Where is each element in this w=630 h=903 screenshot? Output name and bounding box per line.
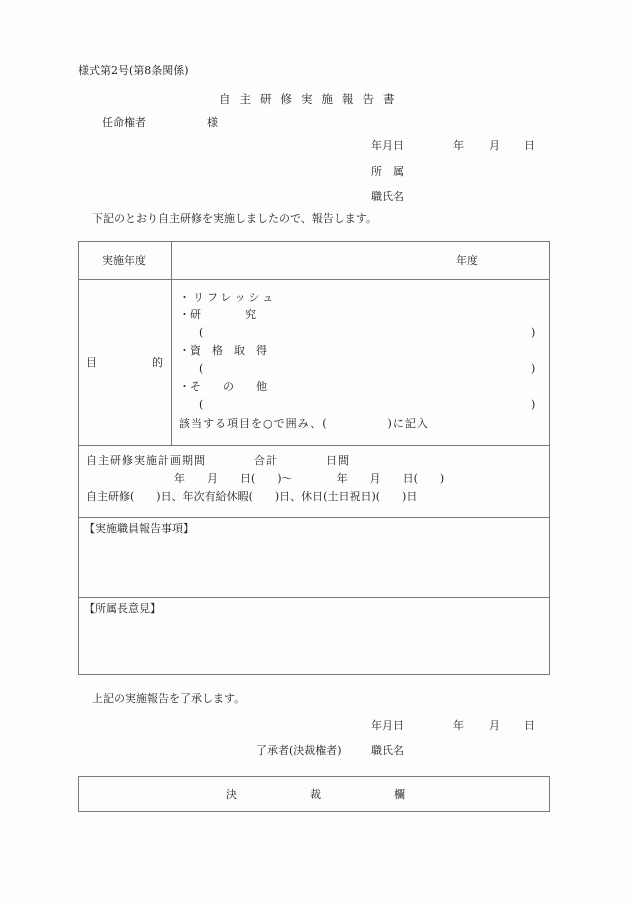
- qualification-paren-open: (: [199, 362, 204, 375]
- purpose-label-1: 目: [86, 356, 97, 369]
- footer-date-day: 日: [524, 719, 535, 732]
- date-year: 年: [453, 139, 464, 152]
- date-day: 日: [524, 139, 535, 152]
- fiscal-year-label: 実施年度: [102, 254, 146, 267]
- research-paren-open: (: [199, 326, 204, 339]
- other-paren-open: (: [199, 398, 204, 411]
- purpose-label-2: 的: [152, 356, 163, 369]
- staff-report-label: 【実施職員報告事項】: [84, 522, 194, 535]
- supervisor-opinion-label: 【所属長意見】: [84, 602, 161, 615]
- approver-label: 了承者(決裁権者): [256, 744, 342, 757]
- report-table: [78, 241, 550, 675]
- date-month: 月: [489, 139, 500, 152]
- footer-date-month: 月: [489, 719, 500, 732]
- other-paren-close: ): [531, 398, 536, 411]
- approver-name-label: 職氏名: [371, 744, 404, 757]
- intro-text: 下記のとおり自主研修を実施しましたので、報告します。: [92, 212, 377, 225]
- name-label: 職氏名: [371, 190, 404, 203]
- purpose-option-other[interactable]: ・そ の 他: [179, 380, 267, 393]
- date-label: 年月日: [371, 139, 404, 152]
- addressee-suffix: 様: [207, 116, 218, 129]
- decision-box: [78, 776, 550, 812]
- footer-date-year: 年: [453, 719, 464, 732]
- research-paren-close: ): [531, 326, 536, 339]
- footer-date-label: 年月日: [371, 719, 404, 732]
- supervisor-opinion-field[interactable]: [79, 618, 549, 674]
- affiliation-label: 所 属: [371, 165, 404, 178]
- plan-period-line: 自主研修実施計画期間 合計 日間: [86, 454, 350, 467]
- decision-char-3: 欄: [394, 788, 405, 801]
- fiscal-year-value: 年度: [456, 254, 478, 267]
- acknowledge-text: 上記の実施報告を了承します。: [92, 692, 246, 705]
- purpose-option-refresh[interactable]: ・リフレッシュ: [179, 291, 277, 304]
- qualification-paren-close: ): [531, 362, 536, 375]
- decision-char-1: 決: [226, 788, 237, 801]
- form-number: 様式第2号(第8条関係): [78, 64, 189, 77]
- page-title: 自主研修実施報告書: [219, 92, 404, 106]
- plan-period-breakdown: 自主研修( )日、年次有給休暇( )日、休日(土日祝日)( )日: [86, 490, 418, 503]
- addressee-label: 任命権者: [102, 116, 146, 129]
- purpose-option-qualification[interactable]: ・資 格 取 得: [179, 344, 267, 357]
- plan-period-dates: 年 月 日( )～ 年 月 日( ): [174, 472, 445, 485]
- purpose-note: 該当する項目を○で囲み、( )に記入: [179, 417, 429, 430]
- staff-report-field[interactable]: [79, 538, 549, 596]
- decision-char-2: 裁: [310, 788, 321, 801]
- purpose-option-research[interactable]: ・研 究: [179, 308, 256, 321]
